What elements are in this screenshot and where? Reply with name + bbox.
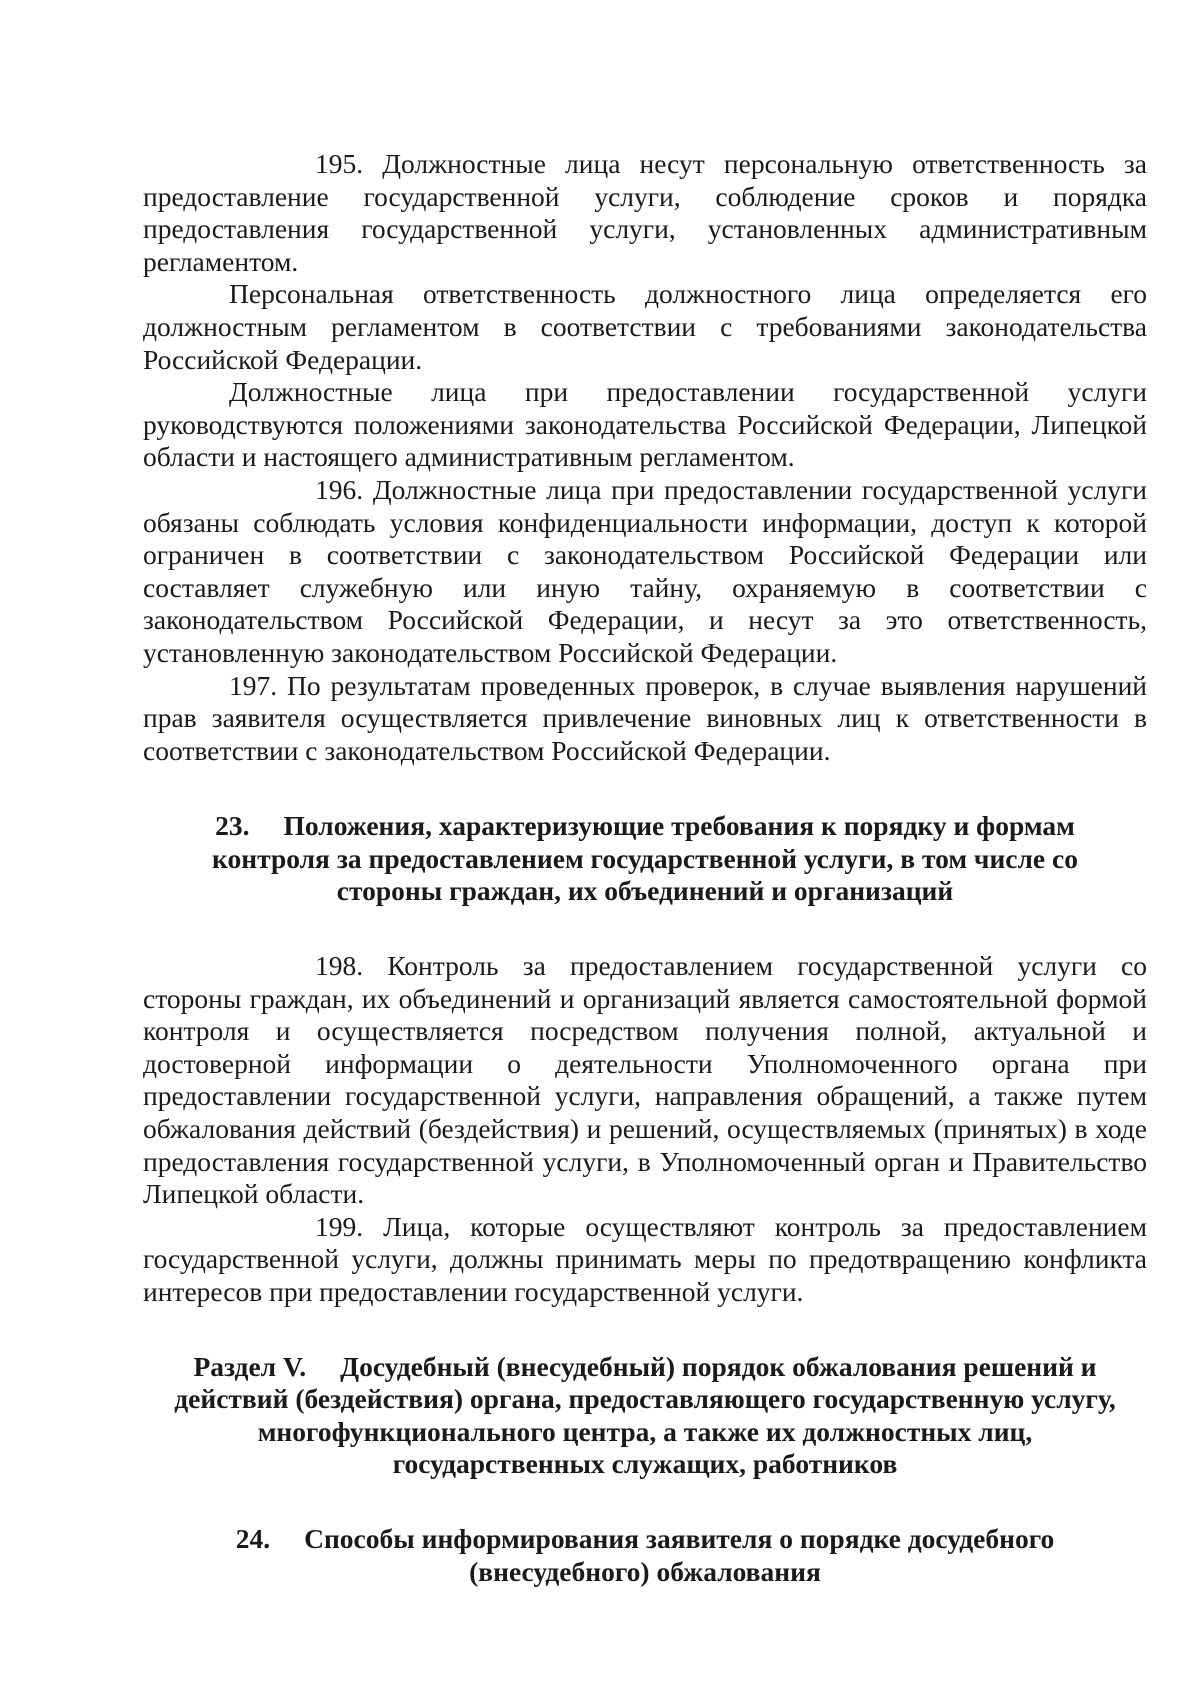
- section-heading-23: [143, 810, 1147, 908]
- spacer: [143, 1481, 1147, 1523]
- paragraph-text: По результатам проведенных проверок, в случае выявления нарушений прав заявителя осуществляется привлечение виновных лиц к ответственности в соответствии с законодательством Российской Федерации.: [143, 669, 1147, 766]
- heading-line: действий (бездействия) органа, предоставляющего государственную услугу,: [174, 1383, 1116, 1415]
- heading-line: [143, 1523, 1147, 1556]
- heading-line: [143, 1351, 1147, 1384]
- paragraph-number: 199.: [315, 1210, 364, 1242]
- paragraph-197: [143, 670, 1147, 768]
- paragraph-number: 197.: [229, 669, 278, 701]
- spacer: [143, 908, 1147, 950]
- heading-line: государственных служащих, работников: [392, 1448, 898, 1480]
- paragraph-text: Должностные лица при предоставлении государственной услуги обязаны соблюдать условия конфиденциальности информации, доступ к которой ограничен в соответствии с законодательством Российской Федерации или составляет служебную или иную тайну, охраняемую в соответствии с законодательством Российской Федерации, и несут за это ответственность, установленную законодательством Российской Федерации.: [143, 473, 1148, 668]
- heading-number: 23.: [215, 810, 250, 842]
- paragraph-number: 196.: [315, 473, 364, 505]
- paragraph-text: Лица, которые осуществляют контроль за предоставлением государственной услуги, должны принимать меры по предотвращению конфликта интересов при предоставлении государственной услуги.: [143, 1210, 1148, 1307]
- heading-line: стороны граждан, их объединений и организаций: [336, 875, 954, 907]
- heading-number: Раздел V.: [193, 1350, 307, 1382]
- document-body: [143, 148, 1147, 1588]
- heading-text: Способы информирования заявителя о порядке досудебного: [304, 1522, 1055, 1554]
- paragraph-199: [143, 1211, 1147, 1309]
- paragraph-195-guidance: Должностные лица при предоставлении государственной услуги руководствуются положениями законодательства Российской Федерации, Липецкой области и настоящего административным регламентом.: [143, 376, 1147, 473]
- heading-line: контроля за предоставлением государственной услуги, в том числе со: [212, 842, 1078, 874]
- heading-line: [143, 810, 1147, 843]
- paragraph-195: [143, 148, 1147, 278]
- paragraph-196: [143, 474, 1147, 670]
- section-heading-24: [143, 1523, 1147, 1588]
- paragraph-number: 198.: [315, 950, 364, 982]
- heading-line: (внесудебного) обжалования: [469, 1555, 821, 1587]
- spacer: [143, 767, 1147, 810]
- heading-text: Положения, характеризующие требования к порядку и формам: [283, 810, 1075, 842]
- section-heading-part-5: [143, 1351, 1147, 1481]
- spacer: [143, 1309, 1147, 1351]
- paragraph-195-personal-responsibility: Персональная ответственность должностного лица определяется его должностным регламентом в соответствии с требованиями законодательства Российской Федерации.: [143, 278, 1147, 375]
- paragraph-number: 195.: [315, 148, 364, 179]
- heading-line: многофункционального центра, а также их должностных лиц,: [257, 1415, 1033, 1447]
- heading-text: Досудебный (внесудебный) порядок обжалования решений и: [340, 1350, 1097, 1382]
- heading-number: 24.: [235, 1522, 271, 1554]
- paragraph-text: Должностные лица несут персональную ответственность за предоставление государственной услуги, соблюдение сроков и порядка предоставления государственной услуги, установленных административным регламентом.: [143, 148, 1147, 277]
- paragraph-198: [143, 950, 1147, 1211]
- paragraph-text: Контроль за предоставлением государственной услуги со стороны граждан, их объединений и организаций является самостоятельной формой контроля и осуществляется посредством получения полной, актуальной и достоверной информации о деятельности Уполномоченного органа при предоставлении государственной услуги, направления обращений, а также путем обжалования действий (бездействия) и решений, осуществляемых (принятых) в ходе предоставления государственной услуги, в Уполномоченный орган и Правительство Липецкой области.: [143, 950, 1148, 1210]
